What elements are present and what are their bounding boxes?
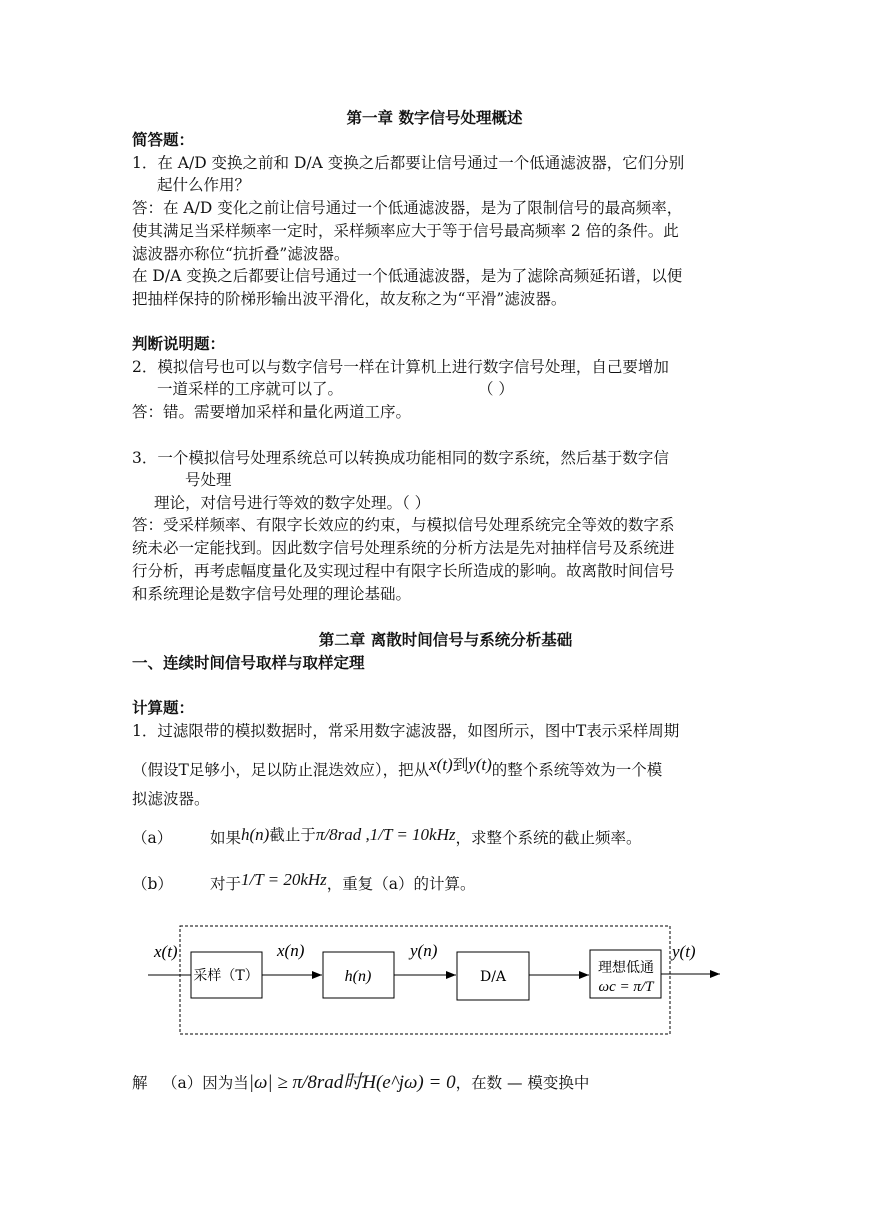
yn-label: y(n) <box>410 941 438 960</box>
a1-line4: 在 D/A 变换之后都要让信号通过一个低通滤波器，是为了滤除高频延拓谱，以便 <box>132 267 683 285</box>
part-a-math-h: h(n) <box>241 825 270 844</box>
part-a-label: （a） <box>132 829 173 847</box>
part-b-text1: 对于 <box>210 875 242 893</box>
q2-line2: 一道采样的工序就可以了。 <box>157 380 344 398</box>
a1-line3: 滤波器亦称位“抗折叠”滤波器。 <box>132 245 350 263</box>
p1-to: 到 <box>452 756 469 774</box>
block-diagram <box>140 920 740 1042</box>
p1-line3: 拟滤波器。 <box>132 790 210 808</box>
da-label: D/A <box>479 969 507 985</box>
judge-heading: 判断说明题： <box>132 334 226 353</box>
solution-text2: ，在数 — 模变换中 <box>455 1074 590 1092</box>
solution-label: 解 <box>132 1074 148 1092</box>
part-a-math-cond: π/8rad ,1/T = 10kHz <box>315 825 456 844</box>
a3-line3: 行分析，再考虑幅度量化及实现过程中有限字长所造成的影响。故离散时间信号 <box>132 562 675 580</box>
chapter1-title: 第一章 数字信号处理概述 <box>346 108 523 127</box>
part-b-text2: ，重复（a）的计算。 <box>326 875 476 893</box>
part-b-label: （b） <box>132 875 173 893</box>
sampler-label: 采样（T） <box>193 968 259 984</box>
output-label: y(t) <box>672 942 696 961</box>
a1-line1: 答：在 A/D 变化之前让信号通过一个低通滤波器，是为了限制信号的最高频率， <box>132 199 683 217</box>
solution-line <box>132 1073 589 1093</box>
a1-line2: 使其满足当采样频率一定时，采样频率应大于等于信号最高频率 2 倍的条件。此 <box>132 222 679 240</box>
filter-label: h(n) <box>344 968 372 985</box>
p1-line2-text-a: （假设T足够小，足以防止混迭效应），把从 <box>132 761 430 779</box>
a3-line4: 和系统理论是数字信号处理的理论基础。 <box>132 585 412 603</box>
solution-text1: （a）因为当 <box>162 1074 249 1092</box>
a3-line2: 统未必一定能找到。因此数字信号处理系统的分析方法是先对抽样信号及系统进 <box>132 539 675 557</box>
part-a-text1: 如果 <box>210 829 242 847</box>
p1-math-y: y(t) <box>468 755 492 774</box>
part-b-line <box>132 870 476 894</box>
q2-line1: 2．模拟信号也可以与数字信号一样在计算机上进行数字信号处理，自己要增加 <box>132 358 669 376</box>
a2-line1: 答：错。需要增加采样和量化两道工序。 <box>132 403 412 421</box>
short-answer-heading: 简答题： <box>132 130 195 149</box>
solution-math: |ω| ≥ π/8rad时H(e^jω) = 0 <box>248 1072 456 1093</box>
a1-line5: 把抽样保持的阶梯形输出波平滑化，故友称之为“平滑”滤波器。 <box>132 290 567 308</box>
q3-line1: 3．一个模拟信号处理系统总可以转换成功能相同的数字系统，然后基于数字信 <box>132 449 669 467</box>
q3-line2: 号处理 <box>185 471 232 489</box>
p1-math-x: x(t) <box>429 755 453 774</box>
part-b-math: 1/T = 20kHz <box>241 870 327 889</box>
p1-line1: 1．过滤限带的模拟数据时，常采用数字滤波器，如图所示，图中T表示采样周期 <box>132 722 680 740</box>
lowpass-label-line1: 理想低通 <box>598 960 654 976</box>
q3-line3: 理论，对信号进行等效的数字处理。（ ） <box>154 494 431 512</box>
part-a-line <box>132 825 642 848</box>
xn-label: x(n) <box>277 941 305 960</box>
a3-line1: 答：受采样频率、有限字长效应的约束，与模拟信号处理系统完全等效的数字系 <box>132 516 675 534</box>
part-a-text3: ，求整个系统的截止频率。 <box>455 829 642 847</box>
section-heading: 一、连续时间信号取样与取样定理 <box>132 653 365 672</box>
q2-answer-blank: （ ） <box>478 380 514 398</box>
p1-line2 <box>132 755 663 780</box>
calc-heading: 计算题： <box>132 698 195 717</box>
input-label: x(t) <box>154 942 178 961</box>
chapter2-title: 第二章 离散时间信号与系统分析基础 <box>318 630 573 649</box>
p1-line2-text-b: 的整个系统等效为一个模 <box>491 761 663 779</box>
q1-line1: 1．在 A/D 变换之前和 D/A 变换之后都要让信号通过一个低通滤波器，它们分别 <box>132 154 685 172</box>
q1-line2: 起什么作用？ <box>157 176 251 194</box>
part-a-text2: 截止于 <box>269 826 316 844</box>
lowpass-label-line2: ωc = π/T <box>598 979 654 995</box>
